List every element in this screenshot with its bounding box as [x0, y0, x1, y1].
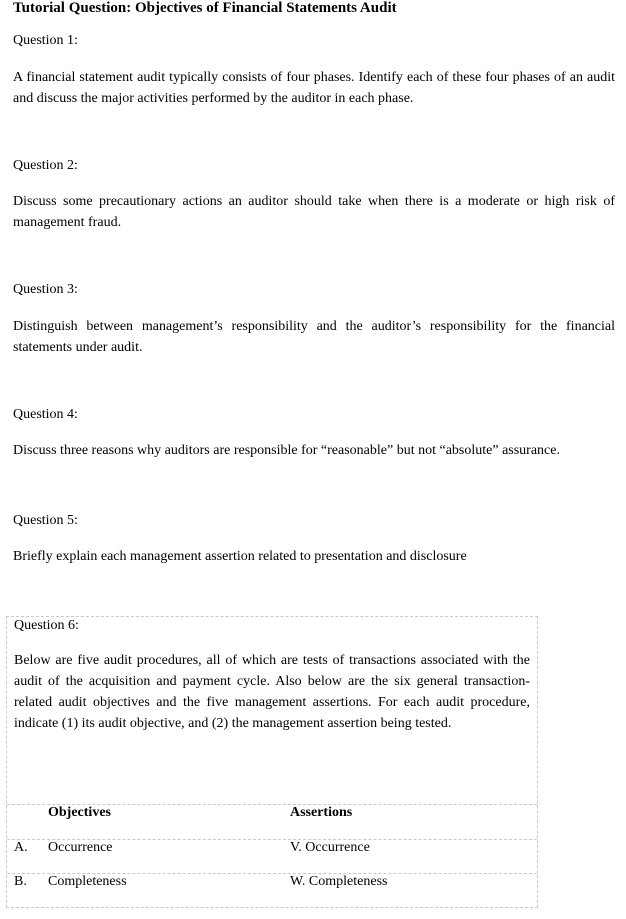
row-b-objective: Completeness [48, 874, 127, 889]
header-assertions: Assertions [290, 805, 353, 820]
question-1-text: A financial statement audit typically consists of four phases. Identify each of these four phases of an audit and discuss the major activities performed by the auditor in each phase. [13, 70, 615, 106]
header-objectives: Objectives [48, 805, 111, 820]
row-a-assertion: V. Occurrence [290, 840, 370, 855]
question-6-table [6, 616, 538, 908]
question-1-label: Question 1: [13, 33, 78, 48]
question-5-text: Briefly explain each management assertion related to presentation and disclosure [13, 549, 467, 564]
question-4-text: Discuss three reasons why auditors are responsible for “reasonable” but not “absolute” assurance. [13, 443, 560, 458]
question-6-text: Below are five audit procedures, all of which are tests of transactions associated with the audit of the acquisition and payment cycle. Also below are the six general transaction-related audit objectives and the five management assertions. For each audit procedure, indicate (1) its audit objective, and (2) the management assertion being tested. [14, 653, 530, 731]
question-6-label: Question 6: [14, 618, 79, 633]
document-title: Tutorial Question: Objectives of Financial Statements Audit [13, 0, 397, 16]
question-2-label: Question 2: [13, 158, 78, 173]
question-5-label: Question 5: [13, 513, 78, 528]
question-2-text: Discuss some precautionary actions an auditor should take when there is a moderate or high risk of management fraud. [13, 194, 615, 230]
row-a-objective: Occurrence [48, 840, 113, 855]
row-b-assertion: W. Completeness [290, 874, 388, 889]
row-a-letter: A. [14, 840, 28, 855]
question-4-label: Question 4: [13, 407, 78, 422]
question-3-text: Distinguish between management’s responsibility and the auditor’s responsibility for the financial statements under audit. [13, 319, 615, 355]
question-3-label: Question 3: [13, 282, 78, 297]
row-b-letter: B. [14, 874, 27, 889]
